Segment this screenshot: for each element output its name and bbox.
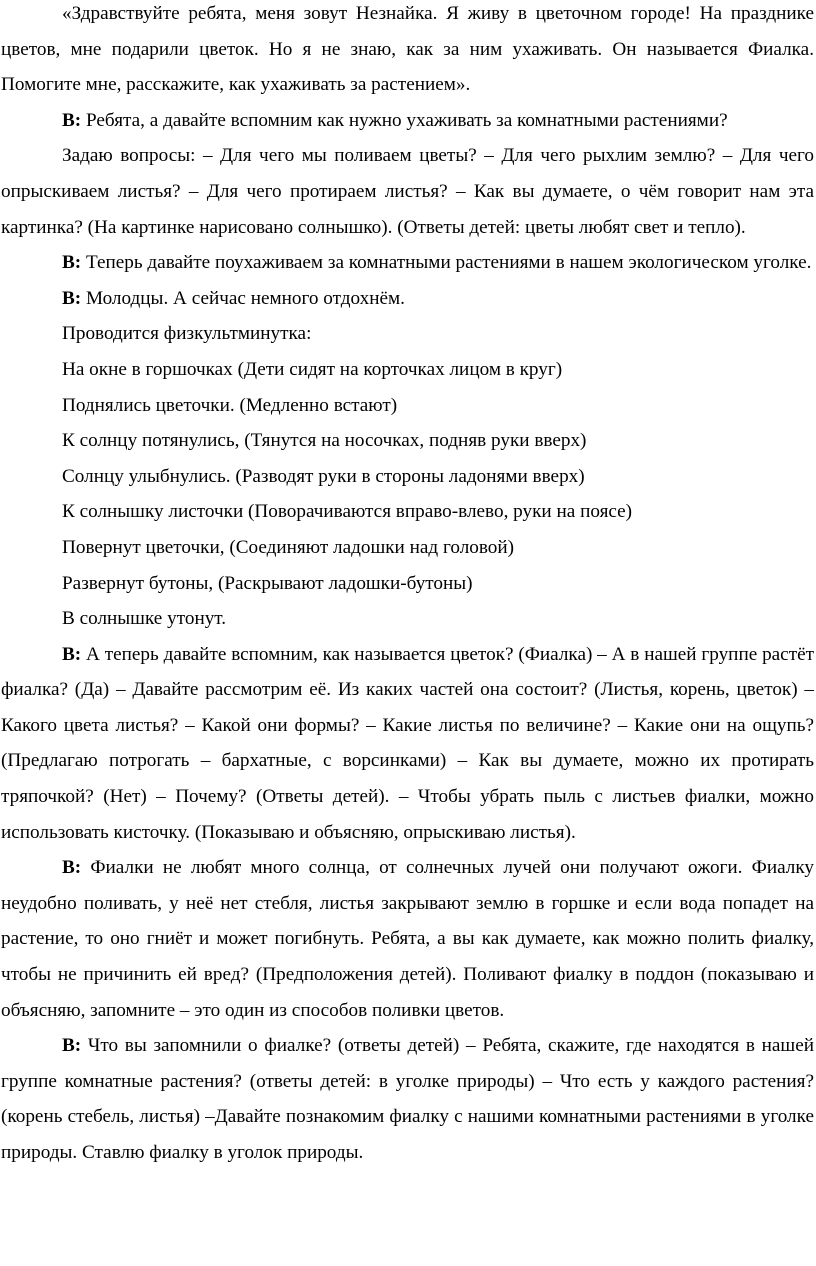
poem-line-text: Повернут цветочки, (Соединяют ладошки над головой)	[62, 536, 515, 558]
poem-line-5	[1, 494, 814, 530]
speaker-label: В:	[62, 109, 82, 131]
paragraph-text: А теперь давайте вспомним, как называется цветок? (Фиалка) – А в нашей группе растёт фиалка? (Да) – Давайте рассмотрим её. Из каких частей она состоит? (Листья, корень, цветок) – Какого цвета листья? – Какой они формы? – Какие листья по величине? – Какие они на ощупь? (Предлагаю потрогать – бархатные, с ворсинками) – Как вы думаете, можно их протирать тряпочкой? (Нет) – Почему? (Ответы детей). – Чтобы убрать пыль с листьев фиалки, можно использовать кисточку. (Показываю и объясняю, опрыскиваю листья).	[1, 643, 814, 843]
paragraph-text: Проводится физкультминутка:	[62, 323, 312, 345]
poem-line-text: Солнцу улыбнулись. (Разводят руки в стороны ладонями вверх)	[62, 465, 585, 487]
paragraph-3	[1, 138, 814, 245]
speaker-label: В:	[62, 287, 82, 309]
paragraph-text: Теперь давайте поухаживаем за комнатными растениями в нашем экологическом уголке.	[81, 252, 812, 274]
paragraph-2	[1, 103, 814, 139]
paragraph-text: Ребята, а давайте вспомним как нужно ухаживать за комнатными растениями?	[81, 109, 728, 131]
poem-line-6	[1, 530, 814, 566]
poem-line-text: Развернут бутоны, (Раскрывают ладошки-бутоны)	[62, 572, 473, 594]
poem-line-1	[1, 352, 814, 388]
paragraph-4	[1, 245, 814, 281]
paragraph-text: Фиалки не любят много солнца, от солнечных лучей они получают ожоги. Фиалку неудобно поливать, у неё нет стебля, листья закрывают землю в горшке и если вода попадет на растение, то оно гниёт и может погибнуть. Ребята, а вы как думаете, как можно полить фиалку, чтобы не причинить ей вред? (Предположения детей). Поливают фиалку в поддон (показываю и объясняю, запомните – это один из способов поливки цветов.	[1, 857, 814, 1021]
poem-line-3	[1, 423, 814, 459]
speaker-label: В:	[62, 252, 82, 274]
speaker-label: В:	[62, 857, 82, 879]
paragraph-text: Что вы запомнили о фиалке? (ответы детей) – Ребята, скажите, где находятся в нашей группе комнатные растения? (ответы детей: в уголке природы) – Что есть у каждого растения? (корень стебель, листья) –Давайте познакомим фиалку с нашими комнатными растениями в уголке природы. Ставлю фиалку в уголок природы.	[1, 1035, 814, 1163]
poem-line-text: К солнышку листочки (Поворачиваются вправо-влево, руки на поясе)	[62, 501, 633, 523]
paragraph-text: Молодцы. А сейчас немного отдохнём.	[81, 287, 405, 309]
poem-line-text: Поднялись цветочки. (Медленно встают)	[62, 394, 398, 416]
poem-line-text: На окне в горшочках (Дети сидят на корточках лицом в круг)	[62, 358, 563, 380]
paragraph-7	[1, 637, 814, 851]
poem-line-8	[1, 601, 814, 637]
poem-line-4	[1, 459, 814, 495]
paragraph-text: «Здравствуйте ребята, меня зовут Незнайка. Я живу в цветочном городе! На празднике цветов, мне подарили цветок. Но я не знаю, как за ним ухаживать. Он называется Фиалка. Помогите мне, расскажите, как ухаживать за растением».	[1, 3, 814, 96]
poem-line-7	[1, 566, 814, 602]
paragraph-text: Задаю вопросы: – Для чего мы поливаем цветы? – Для чего рыхлим землю? – Для чего опрыскиваем листья? – Для чего протираем листья? – Как вы думаете, о чём говорит нам эта картинка? (На картинке нарисовано солнышко). (Ответы детей: цветы любят свет и тепло).	[1, 145, 814, 238]
poem-line-text: В солнышке утонут.	[62, 608, 227, 630]
paragraph-6	[1, 316, 814, 352]
speaker-label: В:	[62, 1035, 82, 1057]
poem-line-2	[1, 388, 814, 424]
paragraph-9	[1, 1028, 814, 1170]
poem-line-text: К солнцу потянулись, (Тянутся на носочках, подняв руки вверх)	[62, 430, 587, 452]
paragraph-1	[1, 0, 814, 103]
paragraph-8	[1, 850, 814, 1028]
paragraph-5	[1, 281, 814, 317]
speaker-label: В:	[62, 643, 82, 665]
